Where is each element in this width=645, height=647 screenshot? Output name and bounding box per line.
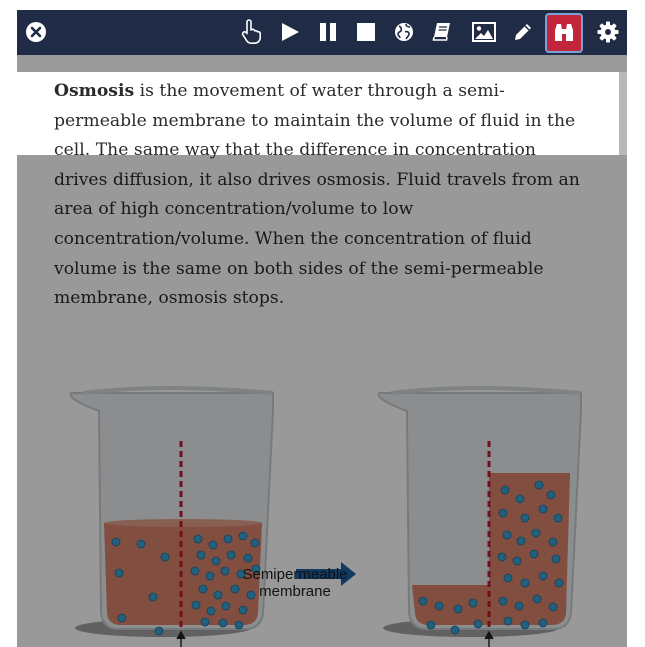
pause-icon: [318, 22, 338, 42]
image-icon: [472, 22, 496, 42]
caption-line-1: Semipermeable: [242, 566, 348, 583]
stop-button[interactable]: [350, 16, 382, 48]
osmosis-paragraph: [54, 77, 594, 314]
stop-icon: [356, 22, 376, 42]
caption-line-2: membrane: [259, 583, 331, 600]
pencil-icon: [513, 22, 533, 42]
beaker-right: [379, 388, 581, 637]
toolbar: [17, 10, 627, 55]
pause-button[interactable]: [312, 16, 344, 48]
picture-dictionary-button[interactable]: [468, 16, 500, 48]
gear-icon: [597, 21, 619, 43]
term-osmosis: Osmosis: [54, 81, 135, 101]
paragraph-body: is the movement of water through a semi-permeable membrane to maintain the volume of fluid in the cell. The same way that the difference in concentration drives diffusion, it also drives osmosis. Fluid travels from an area of high concentration/volume to low concentration/volume. When the concentration of fluid volume is the same on both sides of the semi-permeable membrane, osmosis stops.: [54, 81, 580, 309]
play-button[interactable]: [274, 16, 306, 48]
translate-button[interactable]: [388, 16, 420, 48]
screen-mask-top-band: [17, 55, 627, 72]
screen-mask-button[interactable]: [545, 13, 583, 53]
content-page: [17, 55, 627, 647]
close-circle-icon: [25, 21, 47, 43]
book-icon: [432, 22, 452, 42]
globe-icon: [394, 22, 414, 42]
settings-button[interactable]: [592, 16, 624, 48]
dictionary-button[interactable]: [426, 16, 458, 48]
play-icon: [280, 22, 300, 42]
membrane-caption: [240, 566, 350, 600]
pointer-hand-icon: [239, 19, 263, 45]
binoculars-icon: [552, 21, 576, 45]
click-to-speak-button[interactable]: [235, 16, 267, 48]
highlighter-button[interactable]: [507, 16, 539, 48]
close-button[interactable]: [20, 16, 52, 48]
